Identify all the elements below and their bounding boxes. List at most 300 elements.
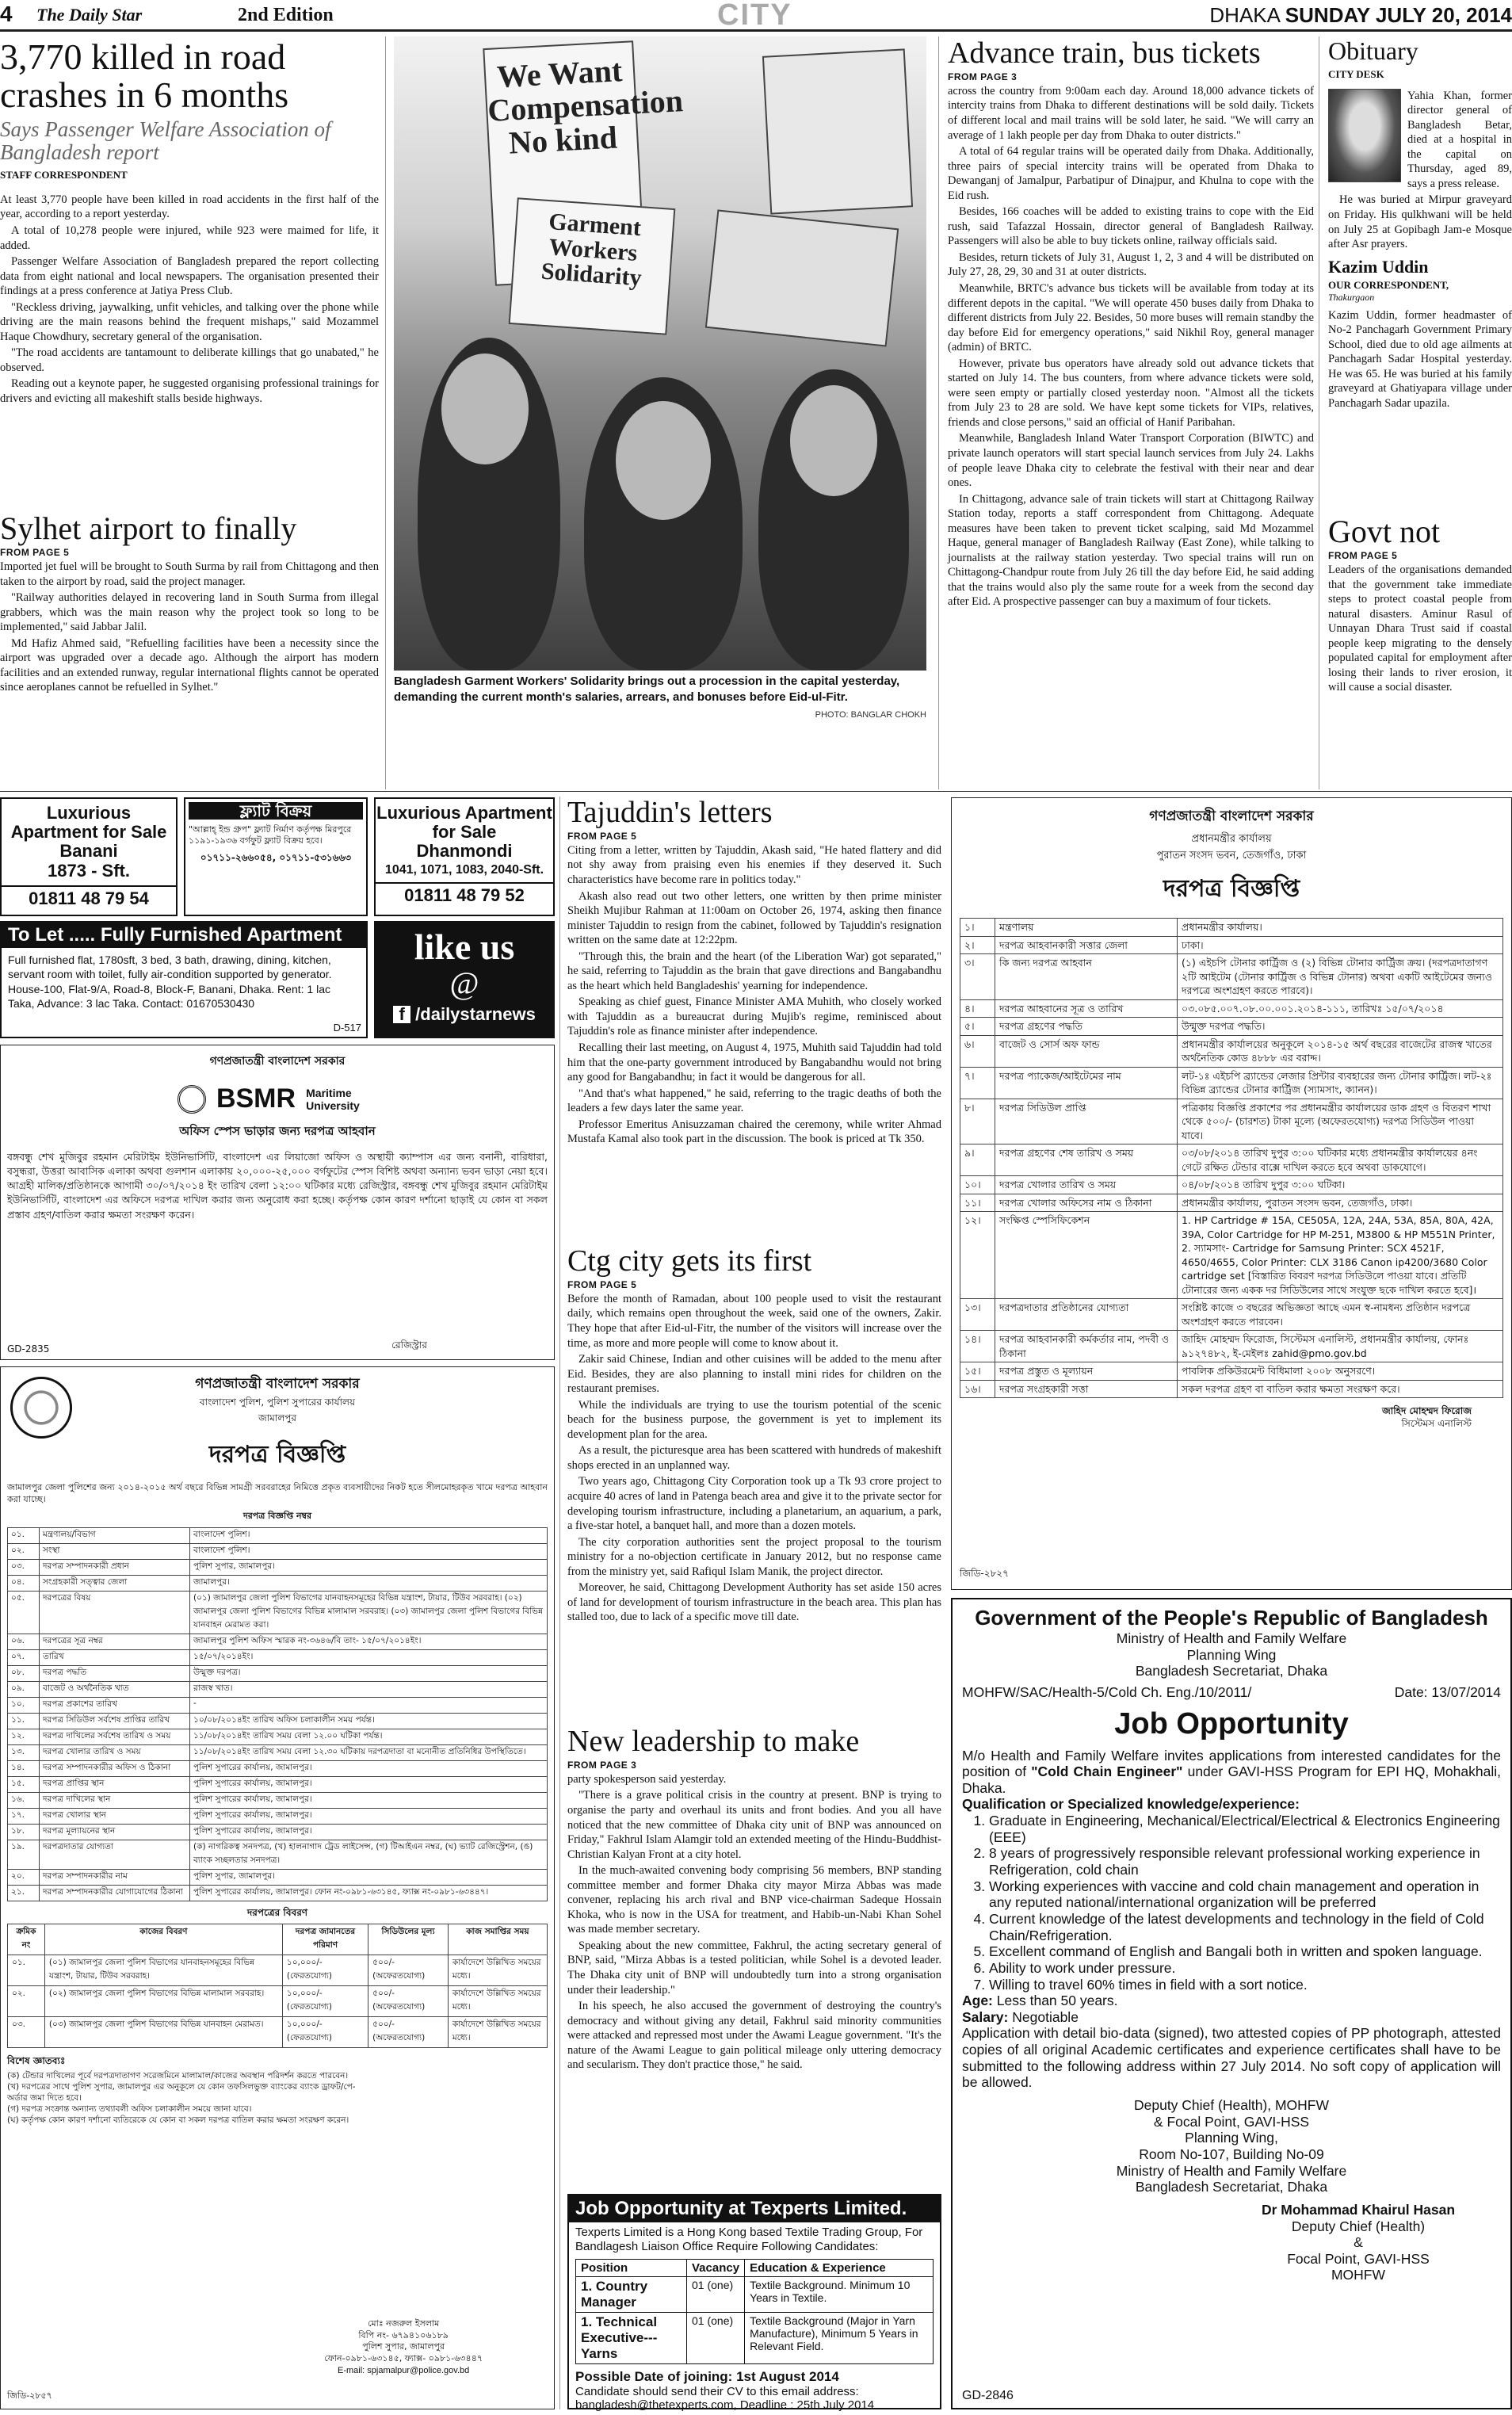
pmo-tender-table <box>960 918 1503 1398</box>
ad-code: D-517 <box>333 1022 361 1034</box>
table-row <box>8 1760 548 1776</box>
table-cell: পুলিশ সুপারের কার্যালয়, জামালপুর। ফোন নং-০৯৮১-৬৩১৪৫, ফ্যাক্স নং-০৯৮১-৬৩৪৪৭। <box>190 1885 548 1901</box>
ad-code: GD-2835 <box>7 1343 50 1355</box>
table-cell: ০২. <box>8 1985 45 2016</box>
ad-intro: Texperts Limited is a Hong Kong based Textile Trading Group, For Bandlagesh Liaison Office Require Following Candidates: <box>575 2226 923 2253</box>
table-row <box>960 1018 1503 1036</box>
obituary-column <box>1328 38 1512 522</box>
table-row <box>8 1824 548 1840</box>
paragraph: "Railway authorities delayed in recovering land in South Surma from illegal grabbers, which was the main reason why the project took so long to be implemented," said Jabbar Jalil. <box>0 591 379 634</box>
kicker: FROM PAGE 3 <box>948 71 1018 82</box>
table-row <box>8 1634 548 1649</box>
table-cell: সংগ্রহকারী সত্ত্বার জেলা <box>40 1575 190 1591</box>
story-body <box>0 560 379 695</box>
table-cell: ৭। <box>960 1067 995 1099</box>
table-row <box>960 1067 1503 1099</box>
notes-title: বিশেষ জ্ঞাতব্যঃ <box>7 2054 66 2066</box>
news-photo <box>394 36 926 720</box>
paragraph: Reading out a keynote paper, he suggested organising professional trainings for drivers and evicting all makeshift stalls beside highways. <box>0 377 379 406</box>
signer-name: জাহিদ মোহম্মদ ফিরোজ <box>1382 1405 1472 1416</box>
salary-value: Negotiable <box>1012 2008 1079 2025</box>
intro-text: under GAVI-HSS Program for EPI HQ, Mohakhali, Dhaka. <box>962 1763 1501 1796</box>
table-cell: প্রধানমন্ত্রীর কার্যালয়, পুরাতন সংসদ ভবন, তেজগাঁও, ঢাকা। <box>1178 1194 1503 1212</box>
table-cell: বাংলাদেশ পুলিশ। <box>190 1527 548 1543</box>
ad-dhanmondi-apartment <box>374 797 555 916</box>
table-cell: দরপত্র আহবানের সূত্র ও তারিখ <box>995 999 1178 1018</box>
paragraph: Before the month of Ramadan, about 100 people used to visit the restaurant daily, which remains open throughout the week, said one of the owners, Zakir. They hope that after Eid-ul-Fitr, the number of the visitors will increase over the time, as more and more people will come to know about it. <box>567 1292 941 1350</box>
table-cell: ১৬। <box>960 1380 995 1398</box>
table-cell: ১৫/০৭/২০১৪ইং। <box>190 1649 548 1665</box>
table-cell: দরপত্র আহবানকারী কর্মকর্তার নাম, পদবী ও ঠিকানা <box>995 1331 1178 1362</box>
ad-address: পুরাতন সংসদ ভবন, তেজগাঁও, ঢাকা <box>1156 850 1307 862</box>
headline: Sylhet airport to finally <box>0 510 297 546</box>
ad-address: Bangladesh Secretariat, Dhaka <box>1135 1663 1328 1679</box>
signer-block <box>960 1404 1503 1430</box>
ad-office: বাংলাদেশ পুলিশ, পুলিশ সুপারের কার্যালয় <box>199 1397 356 1408</box>
ad-ministry: Ministry of Health and Family Welfare <box>1116 1630 1347 1646</box>
table-row <box>576 2313 934 2364</box>
table-cell: পুলিশ সুপার, জামালপুর। <box>190 1559 548 1575</box>
table-cell: পাবলিক প্রকিউরমেন্ট বিধিমালা ২০০৮ অনুসরণে। <box>1178 1362 1503 1381</box>
table-cell: পুলিশ সুপারের কার্যালয়, জামালপুর। <box>190 1760 548 1776</box>
ad-signer: রেজিস্ট্রার <box>391 1339 427 1351</box>
table-row <box>960 1194 1503 1212</box>
govt-seal-icon <box>10 1377 72 1439</box>
table-cell: ৯। <box>960 1144 995 1176</box>
headline: Advance train, bus tickets <box>948 36 1261 70</box>
table-cell: ১০। <box>960 1176 995 1194</box>
column-rule <box>938 36 939 789</box>
photo-credit: PHOTO: BANGLAR CHOKH <box>815 710 926 720</box>
table-cell: ১। <box>960 919 995 937</box>
kicker: FROM PAGE 5 <box>567 1278 637 1290</box>
table-cell: উন্মুক্ত দরপত্র। <box>190 1665 548 1681</box>
table-cell: ৬। <box>960 1035 995 1067</box>
ad-phone: ০১৭১১-২৬৬০৫৪, ০১৭১১-৫৩১৬৬৩ <box>200 851 352 863</box>
table-cell: দরপত্র সম্পাদনকারীর অফিস ও ঠিকানা <box>40 1760 190 1776</box>
table-cell: দরপত্র দাখিলের সর্বশেষ তারিখ ও সময় <box>40 1729 190 1744</box>
table-cell: প্রধানমন্ত্রীর কার্যালয়। <box>1178 919 1503 937</box>
table-cell: সকল দরপত্র গ্রহণ বা বাতিল করার ক্ষমতা সংরক্ষণ করে। <box>1178 1380 1503 1398</box>
protester-face <box>441 353 529 464</box>
table-row <box>8 1729 548 1744</box>
table-cell: ১০,০০০/- (ফেরতযোগ্য) <box>282 1955 368 1985</box>
paragraph: Akash also read out two other letters, one written by then prime minister Sheikh Mujibur Rahman at 11:00am on October 26, 1974, asking then finance minister Tajuddin to resign from the cabinet, followed by Tajuddin's resignation written on the same date at 12:22pm. <box>567 889 941 947</box>
paragraph: Besides, return tickets of July 31, August 1, 2, 3 and 4 will be distributed on July 27, 28, 29, 30 and 31 at outer districts. <box>948 250 1314 279</box>
qual-item: 6. Ability to work under pressure. <box>989 1960 1501 1977</box>
ad-text: Full furnished flat, 1780sft, 3 bed, 3 bath, drawing, dining, kitchen, servant room with toilet, fully air-condition supported by generator. House-100, Flat-9/A, Road-8, Block-F, Banani, Dhaka. Rent: 1 lac Taka, Advance: 3 lac Taka. Contact: 01670530430 <box>8 953 332 1011</box>
table-cell: কার্যাদেশে উল্লিখিত সময়ের মধ্যে। <box>448 1955 547 1985</box>
age-line <box>962 1993 1501 2009</box>
table-cell: ১১/০৮/২০১৪ইং তারিখ সময় বেলা ১২.৩০ ঘটিকায় দরপত্রদাতা বা মনোনীত প্রতিনিধির উপস্থিতিতে। <box>190 1744 548 1760</box>
facebook-icon: f <box>393 1006 410 1023</box>
signer-block <box>1216 2202 1501 2283</box>
story-road-crashes <box>0 38 379 482</box>
table-row <box>960 1380 1503 1398</box>
dateline-date: SUNDAY JULY 20, 2014 <box>1285 3 1512 27</box>
paragraph: Passenger Welfare Association of Bangladesh prepared the report collecting data from eight national and local newspapers. The organisation presented their findings at a press conference at Jatiya Press Club. <box>0 255 379 298</box>
column-rule <box>385 36 386 789</box>
table-cell: ০৩.০৮৫.০০৭.০৮.০০.০০১.২০১৪-১১১, তারিখঃ ১৫/০৭/২০১৪ <box>1178 999 1503 1018</box>
ad-pmo-tender <box>951 797 1512 1590</box>
table-cell: দরপত্র আহবানকারী সত্তার জেলা <box>995 936 1178 954</box>
table-row <box>8 1776 548 1792</box>
ad-texperts <box>567 2194 941 2412</box>
table-cell: (১) এইচপি টোনার কার্ট্রিজ ও (২) বিভিন্ন টোনার কার্ট্রিজ ক্রয়। (দরপত্রদাতাগণ ২টি আইটেম (টোনার কার্ট্রিজ ও বিভিন্ন টোনার) অথবা একটি আইটেমের জন্যও দরপত্রে অংশগ্রহণ করতে পারবে)। <box>1178 954 1503 1000</box>
table-cell: রাজস্ব খাত। <box>190 1681 548 1697</box>
table-cell: ০৩. <box>8 1559 40 1575</box>
paragraph: Meanwhile, BRTC's advance bus tickets will be available from today at its different depots in the capital. "We will operate 450 buses daily from Dhaka to different districts from July 22. Besides, 50 more buses will remain standby the day before Eid for emergency operations," said Nikhil Roy, general manager (admin) of BRTC. <box>948 282 1314 354</box>
signer-block <box>324 2318 483 2377</box>
note-item: (খ) দরপত্রের সাথে পুলিশ সুপার, জামালপুর এর অনুকূলে যে কোন তফসিলভুক্ত ব্যাংকের ব্যাংক ড্রাফট/পে-অর্ডার জমা দিতে হবে। <box>7 2081 356 2104</box>
salary-label: Salary: <box>962 2008 1009 2025</box>
table-cell: (০১) জামালপুর জেলা পুলিশ বিভাগের যানবাহনসমূহের বিভিন্ন যন্ত্রাংশ, টায়ার, টিউব সরবরাহ। (০২) জামালপুর জেলা পুলিশ বিভাগের বিভিন্ন মালামাল সরবরাহ। (০৩) জামালপুর জেলা পুলিশ বিভাগের বিভিন্ন যানবাহন মেরামত করা। <box>190 1591 548 1634</box>
paragraph: Leaders of the organisations demanded that the government take immediate steps to protect coastal people from natural disasters. Aminur Rasul of Unnayan Dhara Trust said if coastal people keep migrating to the densely populated capital for employment after losing their lands to river erosion, it will cause a social disaster. <box>1328 564 1512 694</box>
table-cell: ১৭. <box>8 1808 40 1824</box>
table-cell: ০৯. <box>8 1681 40 1697</box>
signer-phone: ফোন-০৯৮১-৬৩১৪৫, ফ্যাক্স- ০৯৮১-৬৩৪৪৭ <box>324 2353 483 2364</box>
signer-line: MOHFW <box>1331 2267 1386 2283</box>
age-label: Age: <box>962 1993 993 2009</box>
table-cell: ২১. <box>8 1885 40 1901</box>
ad-phone: 01811 48 79 54 <box>2 885 176 909</box>
table-cell: বাংলাদেশ পুলিশ। <box>190 1543 548 1559</box>
table-cell: 01 (one) <box>687 2277 745 2313</box>
table-cell: ১০/০৮/২০১৪ইং তারিখ অফিস চলাকালীন সময় পর্যন্ত। <box>190 1713 548 1729</box>
table-cell: দরপত্র প্রকাশের তারিখ <box>40 1697 190 1713</box>
table-cell: দরপত্র মূল্যায়নের স্থান <box>40 1824 190 1840</box>
table-cell: ১০,০০০/- (ফেরতযোগ্য) <box>282 1985 368 2016</box>
table-row <box>960 1144 1503 1176</box>
story-sylhet-airport <box>0 512 379 785</box>
table-cell: দরপত্র খোলার অফিসের নাম ও ঠিকানা <box>995 1194 1178 1212</box>
table-cell: ১২. <box>8 1729 40 1744</box>
signer-id: বিপি নং- ৬৭৯৪১০৬১৮৯ <box>358 2329 449 2340</box>
address-line: Room No-107, Building No-09 <box>1139 2146 1324 2162</box>
ad-office: প্রধানমন্ত্রীর কার্যালয় <box>1191 833 1272 845</box>
table-row <box>960 1099 1503 1144</box>
table-cell: দরপত্র সংগ্রহকারী সত্তা <box>995 1380 1178 1398</box>
table-row <box>8 1697 548 1713</box>
table-cell: দরপত্র সিডিউল সর্বশেষ প্রাপ্তির তারিখ <box>40 1713 190 1729</box>
table-cell: ৮। <box>960 1099 995 1144</box>
note-item: (গ) দরপত্র সংক্রান্ত অন্যান্য তথ্যাবলী অফিস চলাকালীন সময়ে জানা যাবে। <box>7 2104 252 2115</box>
texperts-table <box>575 2259 934 2364</box>
ad-intro: জামালপুর জেলা পুলিশের জন্য ২০১৪-২০১৫ অর্থ বছরে বিভিন্ন সামগ্রী সরবরাহের নিমিত্তে প্রকৃত ব্যবসায়ীদের নিকট হতে সীলমোহরকৃত খামে দরপত্র আহবান করা যাচ্ছে। <box>7 1482 548 1504</box>
table-row <box>960 919 1503 937</box>
table-header: কাজের বিবরণ <box>44 1924 282 1955</box>
table-cell: 1. HP Cartridge # 15A, CE505A, 12A, 24A, 53A, 85A, 80A, 42A, 39A, Color Cartridge for HP M-251, M3800 & HP M551N Printer, 2. স্যামসাং- Cartridge for Samsung Printer: SCX 4521F, 4650/4655, Color Printer: CLX 3186 Canon ip4200/3680 Color cartridge set [বিস্তারিত বিবরণ দরপত্র সিডিউলে পাওয়া যাবে। প্রতিটি টোনারের জন্য একক দর সিডিউলের সাথে সংযুক্ত ছকে দাখিল করতে হবে]। <box>1178 1212 1503 1299</box>
table-row <box>960 1331 1503 1362</box>
protester-face <box>790 385 877 496</box>
table-cell: জামালপুর। <box>190 1575 548 1591</box>
table-cell: দরপত্র সম্পাদনকারী প্রধান <box>40 1559 190 1575</box>
table-cell: দরপত্র গ্রহণের শেষ তারিখ ও সময় <box>995 1144 1178 1176</box>
table-cell: ১৩. <box>8 1744 40 1760</box>
address-line: & Focal Point, GAVI-HSS <box>1153 2113 1310 2130</box>
table-cell: ০৫. <box>8 1591 40 1634</box>
table-cell: বাজেট ও অর্থনৈতিক খাত <box>40 1681 190 1697</box>
table-cell: 1. Country Manager <box>576 2277 687 2313</box>
paragraph: In the much-awaited convening body comprising 56 members, BNP standing committee member and former Dhaka city mayor Mirza Abbas was made convener, replacing his arch rival and BNP vice-chairman Sadeque Hossain Khoka, who is now in the USA for treatment, and Habib-un-Nabi Khan Sohel was made member secretary. <box>567 1864 941 1936</box>
table-cell: (০৩) জামালপুর জেলা পুলিশ বিভাগের বিভিন্ন যানবাহন মেরামত। <box>44 2016 282 2047</box>
ad-joining: Possible Date of joining: 1st August 2014 <box>575 2369 839 2384</box>
ad-govt: গণপ্রজাতন্ত্রী বাংলাদেশ সরকার <box>1149 808 1314 824</box>
story-govt-not <box>1328 515 1512 787</box>
table-cell: উন্মুক্ত দরপত্র পদ্ধতি। <box>1178 1018 1503 1036</box>
table-cell: ১৬. <box>8 1792 40 1808</box>
age-value: Less than 50 years. <box>996 1993 1118 2009</box>
table-header: ক্রমিক নং <box>8 1924 45 1955</box>
ad-body: বঙ্গবন্ধু শেখ মুজিবুর রহমান মেরিটাইম ইউনিভার্সিটি, বাংলাদেশ এর লিয়াজো অফিস ও অস্থায়ী ক্যাম্পাস এর জন্য বনানী, বারিধারা, বসুন্ধরা, উত্তরা আবাসিক এলাকা অথবা গুলশান এলাকায় ২০,০০০-২৫,০০০ বর্গফুটের স্পেস বিশিষ্ট অথবা অন্যান্য ভবন ভাড়া নেয়া হবে। আগ্রহী মালিক/প্রতিষ্ঠানকে আগামী ৩০/০৭/২০১৪ ইং তারিখ বেলা ১২:০০ ঘটিকার মধ্যে রেজিস্ট্রার, বঙ্গবন্ধু শেখ মুজিবুর রহমান মেরিটাইম ইউনিভার্সিটি, বাংলাদেশ এর অফিসে দরপত্র দাখিল করার জন্য অনুরোধ করা হচ্ছে। কর্তৃপক্ষ কোন কারণ দর্শানো ছাড়াই যে কোন বা সকল প্রস্তাব গ্রহণ/বাতিল করার ক্ষমতা সংরক্ষণ করেন। <box>7 1151 548 1221</box>
paragraph: Professor Emeritus Anisuzzaman chaired the ceremony, while writer Ahmad Mustafa Kamal also took part in the discussion. The book is priced at Tk 350. <box>567 1118 941 1146</box>
paragraph: In his speech, he also accused the government of destroying the country's democracy and without giving any detail, Fakhrul said minority communities were attacked and repressed most under the Awami League government. "It's the nature of the Awami League to gain political mileage only uttering democracy and secularism. They don't practice those," he said. <box>567 2000 941 2072</box>
headline: Govt not <box>1328 514 1441 549</box>
table-row <box>8 1792 548 1808</box>
table-header: Position <box>576 2260 687 2277</box>
table-cell: দরপত্র দাখিলের স্থান <box>40 1792 190 1808</box>
protest-banner-bangla <box>705 209 899 346</box>
table-cell: 01 (one) <box>687 2313 745 2364</box>
table-cell: ৩। <box>960 954 995 1000</box>
paragraph: Meanwhile, Bangladesh Inland Water Transport Corporation (BIWTC) and private launch operators will start special launch services from July 24. Lakhs of people leave Dhaka city to celebrate the festival with their near and dear ones. <box>948 432 1314 490</box>
ad-flat-sale <box>184 797 368 916</box>
table-cell: ০৩. <box>8 2016 45 2047</box>
table-row <box>960 999 1503 1018</box>
table-cell: পুলিশ সুপারের কার্যালয়, জামালপুর। <box>190 1792 548 1808</box>
ad-code: জিডি-২৮২৭ <box>960 1568 1009 1579</box>
table-row <box>960 954 1503 1000</box>
table-cell: ৪। <box>960 999 995 1018</box>
ad-banani-apartment <box>0 797 178 916</box>
signer-email: E-mail: spjamalpur@police.gov.bd <box>338 2366 470 2376</box>
table-cell: দরপত্র খোলার স্থান <box>40 1808 190 1824</box>
table-header: Vacancy <box>687 2260 745 2277</box>
ad-area: Dhanmondi <box>416 841 513 862</box>
protest-photo <box>394 36 926 671</box>
signer-line: & <box>1354 2234 1363 2251</box>
ad-code: জিডি-২৮৫৭ <box>7 2390 52 2401</box>
ref-row <box>962 1684 1501 1701</box>
headline: 3,770 killed in road crashes in 6 months <box>0 36 289 116</box>
table-cell: দরপত্র সম্পাদনকারীর যোগাযোগের ঠিকানা <box>40 1885 190 1901</box>
paragraph: party spokesperson said yesterday. <box>567 1772 727 1786</box>
ad-at: @ <box>449 965 479 1001</box>
signer-role: পুলিশ সুপার, জামালপুর <box>362 2341 445 2352</box>
paragraph: He was buried at Mirpur graveyard on Friday. His qulkhwani will be held on July 25 at Gopibagh Jam-e Mosque after Asr prayers. <box>1328 193 1512 251</box>
table-cell: ১১. <box>8 1713 40 1729</box>
obituary-place: Thakurgaon <box>1328 291 1375 303</box>
table-row <box>8 1885 548 1901</box>
paragraph: A total of 64 regular trains will be operated daily from Dhaka. Additionally, three pairs of special intercity trains will be operated from Dhaka to Dewanganj of Jamalpur, Parbatipur of Dinajpur, and Khulna to cope with the Eid rush. <box>948 145 1314 202</box>
signer-name: মোঃ নজরুল ইসলাম <box>368 2318 440 2329</box>
ad-cv: Candidate should send their CV to this email address: bangladesh@thetexperts.com, Deadline : 25th July 2014 <box>575 2385 875 2412</box>
table-cell: ০১. <box>8 1527 40 1543</box>
table-cell: ১৯. <box>8 1840 40 1869</box>
table-cell: সংস্থা <box>40 1543 190 1559</box>
table-cell: দরপত্র প্রস্তুত ও মূল্যায়ন <box>995 1362 1178 1381</box>
story-body <box>567 1292 941 1625</box>
table-cell: ২। <box>960 936 995 954</box>
table-cell: ১১/০৮/২০১৪ইং তারিখ সময় বেলা ১২.০০ ঘটিকা পর্যন্ত। <box>190 1729 548 1744</box>
ad-title: দরপত্র বিজ্ঞপ্তি <box>1163 875 1300 903</box>
table-row <box>8 1744 548 1760</box>
address-line: Deputy Chief (Health), MOHFW <box>1133 2097 1330 2114</box>
paper-name: The Daily Star <box>36 5 143 25</box>
table-cell: কি জন্য দরপত্র আহবান <box>995 954 1178 1000</box>
table-cell: Textile Background. Minimum 10 Years in Textile. <box>745 2277 934 2313</box>
protest-sign-bangla <box>762 48 913 214</box>
story-body <box>567 843 941 1147</box>
table-cell: দরপত্রদাতার প্রতিষ্ঠানের যোগ্যতা <box>995 1299 1178 1331</box>
story-body <box>948 84 1314 609</box>
table-cell: দরপত্র সিডিউল প্রাপ্তি <box>995 1099 1178 1144</box>
address-block <box>962 2097 1501 2195</box>
paragraph: "And that's what happened," he said, referring to the tragic deaths of both the leaders a few days later the same year. <box>567 1087 941 1115</box>
paragraph: Two years ago, Chittagong City Corporation took up a Tk 93 crore project to acquire 40 acres of land in Patenga beach area and give it to the private sector for developing tourism infrastructure, including a planetarium, an aquarium, a park, a five-star hotel, a banquet hall, and more than a dozen motels. <box>567 1475 941 1533</box>
table-row <box>960 1362 1503 1381</box>
table-cell: দরপত্রদাতার যোগ্যতা <box>40 1840 190 1869</box>
qual-item: 5. Excellent command of English and Bangali both in written and spoken language. <box>989 1943 1501 1960</box>
paragraph: Kazim Uddin, former headmaster of No-2 Panchagarh Government Primary School, died due to old age ailments at Panchagarh Sadar Hospital yesterday. He was 65. He was buried at his family graveyard at Ghatiyapara village under Panchagarh Sadar upazila. <box>1328 308 1512 410</box>
paragraph: Imported jet fuel will be brought to South Surma by rail from Chittagong and then taken to the airport by road, said the project manager. <box>0 560 379 588</box>
paragraph: "There is a grave political crisis in the country at present. BNP is trying to organise the party and overhaul its units and front bodies. And you all have noticed that the new committee of Dhaka city unit of BNP was announced on Friday," Fakhrul Islam Alamgir told an extended meeting of the Hindu-Buddhist-Christian Kalyan Front at a city hotel. <box>567 1789 941 1861</box>
table-cell: পত্রিকায় বিজ্ঞপ্তি প্রকাশের পর প্রধানমন্ত্রীর কার্যালয়ের ডাক গ্রহণ ও বিতরণ শাখা থেকে ৫০০/- (চারশত) টাকা মূল্যে (অফেরতযোগ্য) দরপত্র সিডিউল পাওয়া যাবে। <box>1178 1099 1503 1144</box>
protest-sign <box>509 197 676 335</box>
table-cell: ১২। <box>960 1212 995 1299</box>
police-detail-table <box>7 1924 548 2048</box>
kicker: FROM PAGE 5 <box>0 547 70 558</box>
byline: STAFF CORRESPONDENT <box>0 168 128 181</box>
ad-mohfw-job <box>951 1598 1512 2409</box>
note-item: (ঘ) কর্তৃপক্ষ কোন কারণ দর্শানো ব্যতিরেকে যে কোন বা সকল দরপত্র বাতিল করার ক্ষমতা সংরক্ষণ করেন। <box>7 2115 349 2126</box>
page-number: 4 <box>0 2 13 26</box>
ad-place: জামালপুর <box>258 1412 297 1423</box>
obituary-body <box>1328 308 1512 411</box>
intro-text: M/o Health and Family Welfare invites applications from interested candidates for the position of <box>962 1747 1501 1780</box>
table-header: দরপত্র জামানতের পরিমাণ <box>282 1924 368 1955</box>
table-cell: ০৪/০৮/২০১৪ তারিখ দুপুর ৩:০০ ঘটিকা। <box>1178 1176 1503 1194</box>
ad-title: Job Opportunity <box>1114 1706 1349 1741</box>
paragraph: While the individuals are trying to use the tourism potential of the scenic beach for the business purpose, the government is yet to implement its development plan for the area. <box>567 1398 941 1441</box>
apply-text: Application with detail bio-data (signed), two attested copies of PP photograph, attested copies of all original Academic certificates and experience certificates shall have to be submitted to the following address within 27 July 2014. No soft copy of application will be allowed. <box>962 2025 1501 2091</box>
qual-item: 4. Current knowledge of the latest developments and technology in the field of Cold Chain/Refrigeration. <box>989 1911 1501 1943</box>
ad-size: 1041, 1071, 1083, 2040-Sft. <box>384 862 544 877</box>
ad-ref: MOHFW/SAC/Health-5/Cold Ch. Eng./10/2011/ <box>962 1683 1252 1700</box>
ad-police-tender <box>0 1366 555 2409</box>
table-cell: পুলিশ সুপারের কার্যালয়, জামালপুর। <box>190 1808 548 1824</box>
bsmr-logo-icon <box>178 1085 206 1114</box>
ad-govt: গণপ্রজাতন্ত্রী বাংলাদেশ সরকার <box>195 1376 360 1392</box>
table-cell: (০২) জামালপুর জেলা পুলিশ বিভাগের বিভিন্ন মালামাল সরবরাহ। <box>44 1985 282 2016</box>
salary-line <box>962 2009 1501 2026</box>
table-cell: দরপত্র প্রাপ্তির স্থান <box>40 1776 190 1792</box>
ad-title: ফ্ল্যাট বিক্রয় <box>189 802 363 820</box>
table-cell: ১৩। <box>960 1299 995 1331</box>
ad-to-let <box>0 921 368 1038</box>
ad-title: অফিস স্পেস ভাড়ার জন্য দরপত্র আহবান <box>179 1124 376 1138</box>
ad-subtitle: দরপত্র বিজ্ঞপ্তি নম্বর <box>242 1510 312 1521</box>
ad-wing: Planning Wing <box>1186 1646 1277 1663</box>
facebook-handle: /dailystarnews <box>415 1003 536 1024</box>
paragraph: "Reckless driving, jaywalking, unfit vehicles, and talking over the phone while driving are the main reasons behind the frequent mishaps," said Mozammel Haque Chowdhury, secretary general of the organisation. <box>0 300 379 343</box>
bsmr-logo-row <box>7 1083 548 1114</box>
paragraph: Zakir said Chinese, Indian and other cuisines will be added to the menu after Eid. Besides, they are also planning to install mini rides for children on the restaurant premises. <box>567 1353 941 1396</box>
table-cell: - <box>190 1697 548 1713</box>
table-cell: ০৮. <box>8 1665 40 1681</box>
paragraph: Besides, 166 coaches will be added to existing trains to cope with the Eid rush, said Tafazzal Hossain, director general of Bangladesh Railway. Passengers will also be able to buy tickets online, railway officials said. <box>948 205 1314 248</box>
notes-list <box>7 2070 548 2126</box>
obituary-desk: CITY DESK <box>1328 67 1384 80</box>
story-train-tickets <box>948 38 1314 787</box>
table-row <box>8 1665 548 1681</box>
table-row <box>8 1543 548 1559</box>
ad-facebook <box>374 921 555 1038</box>
table-cell: ৫০০/- (অফেরতযোগ্য) <box>368 1955 449 1985</box>
table-cell: দরপত্র সম্পাদনকারীর নাম <box>40 1869 190 1885</box>
table-row <box>8 1713 548 1729</box>
paragraph: As a result, the picturesque area has been scattered with hundreds of makeshift shops erected in an unplanned way. <box>567 1444 941 1472</box>
signer-role: সিস্টেমস এনালিস্ট <box>1401 1418 1472 1430</box>
masthead <box>0 0 1512 32</box>
paragraph: "The road accidents are tantamount to deliberate killings that go unabated," he observed. <box>0 346 379 374</box>
paragraph: In Chittagong, advance sale of train tickets will start at Chittagong Railway Station today, reports a staff correspondent from Chittagong. Adequate measures have been taken to prevent ticket scalping, said Md Mozammel Haque, general manager of Bangladesh Railway (East Zone), while talking to journalists at the railway station yesterday. Two special trains will run on Chittagong-Chandpur route from July 26 till the day before Eid, he said adding that the trains would also ply the same route for a week from the second day after Eid. A prospective passenger can buy a maximum of four tickets. <box>948 492 1314 609</box>
table-row <box>8 1869 548 1885</box>
table-cell: ১৫. <box>8 1776 40 1792</box>
table-cell: ০৬. <box>8 1634 40 1649</box>
ad-like: like us <box>414 927 515 967</box>
table-cell: ০১. <box>8 1955 45 1985</box>
paragraph: Speaking as chief guest, Finance Minister AMA Muhith, who closely worked with Tajuddin as a bureaucrat during Mujib's regime, reminisced about Tajuddin's role as finance minister after independence. <box>567 995 941 1038</box>
table-row <box>8 1559 548 1575</box>
table-cell: ২০. <box>8 1869 40 1885</box>
table-row <box>960 1035 1503 1067</box>
table-cell: ৫০০/- (অফেরতযোগ্য) <box>368 2016 449 2047</box>
paragraph: Citing from a letter, written by Tajuddin, Akash said, "He hated flattery and did not shy away from praising even his enemies if they deserved it. Such characteristics have become rare in politics today." <box>567 843 941 886</box>
dateline <box>1209 3 1512 28</box>
story-body <box>1328 563 1512 695</box>
obituary-portrait <box>1328 89 1401 182</box>
table-cell: দরপত্র গ্রহণের পদ্ধতি <box>995 1018 1178 1036</box>
dateline-city: DHAKA <box>1209 3 1280 27</box>
headline: New leadership to make <box>567 1725 860 1758</box>
headline: Ctg city gets its first <box>567 1244 812 1278</box>
table-cell: ১৫। <box>960 1362 995 1381</box>
story-ctg-city <box>567 1246 941 1721</box>
table-cell: ১৮. <box>8 1824 40 1840</box>
table-row <box>960 1176 1503 1194</box>
table-row <box>8 1527 548 1543</box>
table-cell: তারিখ <box>40 1649 190 1665</box>
table-header: কাজ সমাপ্তির সময় <box>448 1924 547 1955</box>
table-cell: সংক্ষিপ্ত স্পেসিফিকেশন <box>995 1212 1178 1299</box>
subhead: Says Passenger Welfare Association of Bangladesh report <box>0 117 331 164</box>
paragraph: Md Hafiz Ahmed said, "Refuelling facilities have been a necessity since the airport was upgraded over a decade ago. Although the airport has modern facilities and an extended runway, regular international flights cannot be operated since aeroplanes cannot be refuelled in Sylhet." <box>0 636 379 694</box>
photo-caption: Bangladesh Garment Workers' Solidarity brings out a procession in the capital yesterday, demanding the current month's salaries, arrears, and bonuses before Eid-ul-Fitr. <box>394 674 900 704</box>
protester-face <box>616 401 711 520</box>
table-cell: পুলিশ সুপারের কার্যালয়, জামালপুর। <box>190 1824 548 1840</box>
ad-area: Banani <box>59 841 118 862</box>
table-cell: ০৪. <box>8 1575 40 1591</box>
table-row <box>8 1808 548 1824</box>
ad-title: To Let ..... Fully Furnished Apartment <box>2 923 366 948</box>
table-cell: ঢাকা। <box>1178 936 1503 954</box>
table-cell: দরপত্রের বিষয় <box>40 1591 190 1634</box>
ad-govt: গণপ্রজাতন্ত্রী বাংলাদেশ সরকার <box>209 1055 346 1068</box>
table-cell: বাজেট ও সোর্স অফ ফান্ড <box>995 1035 1178 1067</box>
police-tender-table <box>7 1527 548 1901</box>
paragraph: Speaking about the new committee, Fakhrul, the acting secretary general of BNP, said, "Mirza Abbas is a tested politician, while Sohel is a devoted leader. The Dhaka city unit of BNP will undoubtedly turn into a strong organisation under their leadership." <box>567 1939 941 1997</box>
